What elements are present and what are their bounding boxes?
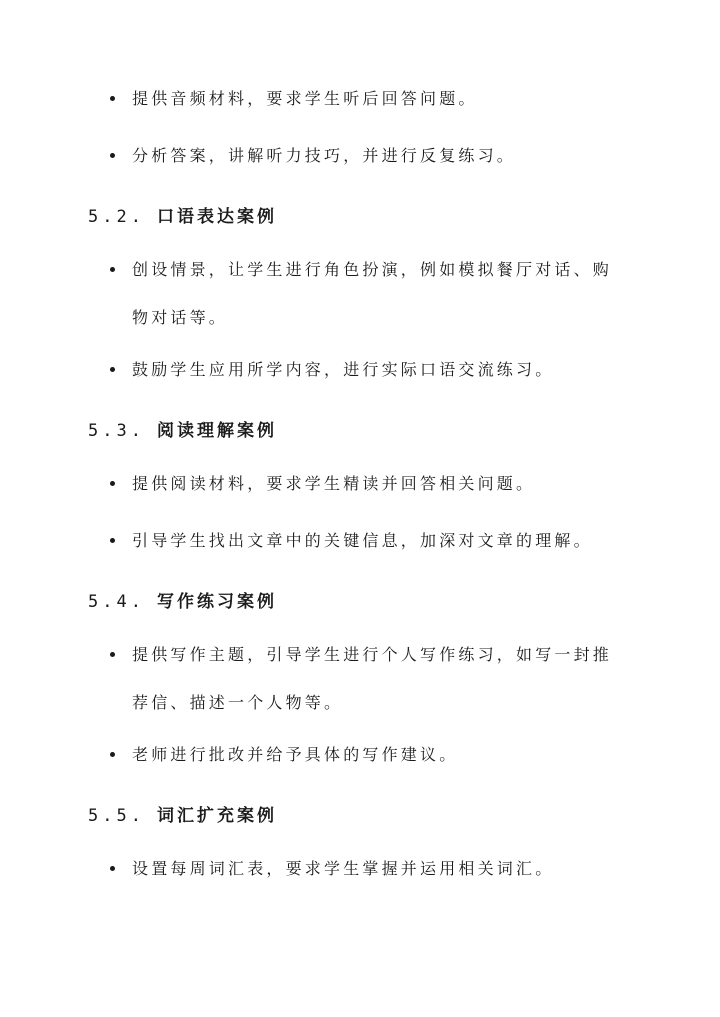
list-item — [110, 731, 630, 779]
bullet-icon — [110, 481, 115, 486]
list-item-text: 鼓励学生应用所学内容，进行实际口语交流练习。 — [132, 360, 555, 379]
section-heading — [88, 801, 277, 826]
list-item — [110, 845, 630, 893]
list-item-text: 设置每周词汇表，要求学生掌握并运用相关词汇。 — [132, 859, 555, 878]
list-item — [110, 75, 630, 123]
section-number: 5.2. — [88, 207, 145, 227]
bullet-icon — [110, 866, 115, 871]
list-item-text: 创设情景，让学生进行角色扮演，例如模拟餐厅对话、购物对话等。 — [132, 260, 613, 327]
list-item-text: 老师进行批改并给予具体的写作建议。 — [132, 745, 459, 764]
section-title: 写作练习案例 — [156, 592, 277, 612]
list-item-text: 提供音频材料，要求学生听后回答问题。 — [132, 89, 478, 108]
bullet-icon — [110, 752, 115, 757]
list-item-text: 提供写作主题，引导学生进行个人写作练习，如写一封推荐信、描述一个人物等。 — [132, 645, 613, 712]
list-item-text: 分析答案，讲解听力技巧，并进行反复练习。 — [132, 146, 517, 165]
section-number: 5.4. — [88, 592, 145, 612]
bullet-icon — [110, 652, 115, 657]
section-heading — [88, 416, 277, 441]
list-item — [110, 460, 630, 508]
bullet-icon — [110, 267, 115, 272]
bullet-icon — [110, 96, 115, 101]
list-item — [110, 246, 630, 342]
list-item-text: 提供阅读材料，要求学生精读并回答相关问题。 — [132, 474, 536, 493]
section-heading — [88, 202, 277, 227]
section-number: 5.3. — [88, 421, 145, 441]
bullet-icon — [110, 153, 115, 158]
section-number: 5.5. — [88, 806, 145, 826]
list-item-text: 引导学生找出文章中的关键信息，加深对文章的理解。 — [132, 531, 593, 550]
section-title: 词汇扩充案例 — [156, 806, 277, 826]
bullet-icon — [110, 367, 115, 372]
section-title: 阅读理解案例 — [156, 421, 277, 441]
list-item — [110, 631, 630, 727]
list-item — [110, 132, 630, 180]
list-item — [110, 346, 630, 394]
list-item — [110, 517, 630, 565]
section-title: 口语表达案例 — [156, 207, 277, 227]
section-heading — [88, 587, 277, 612]
bullet-icon — [110, 538, 115, 543]
